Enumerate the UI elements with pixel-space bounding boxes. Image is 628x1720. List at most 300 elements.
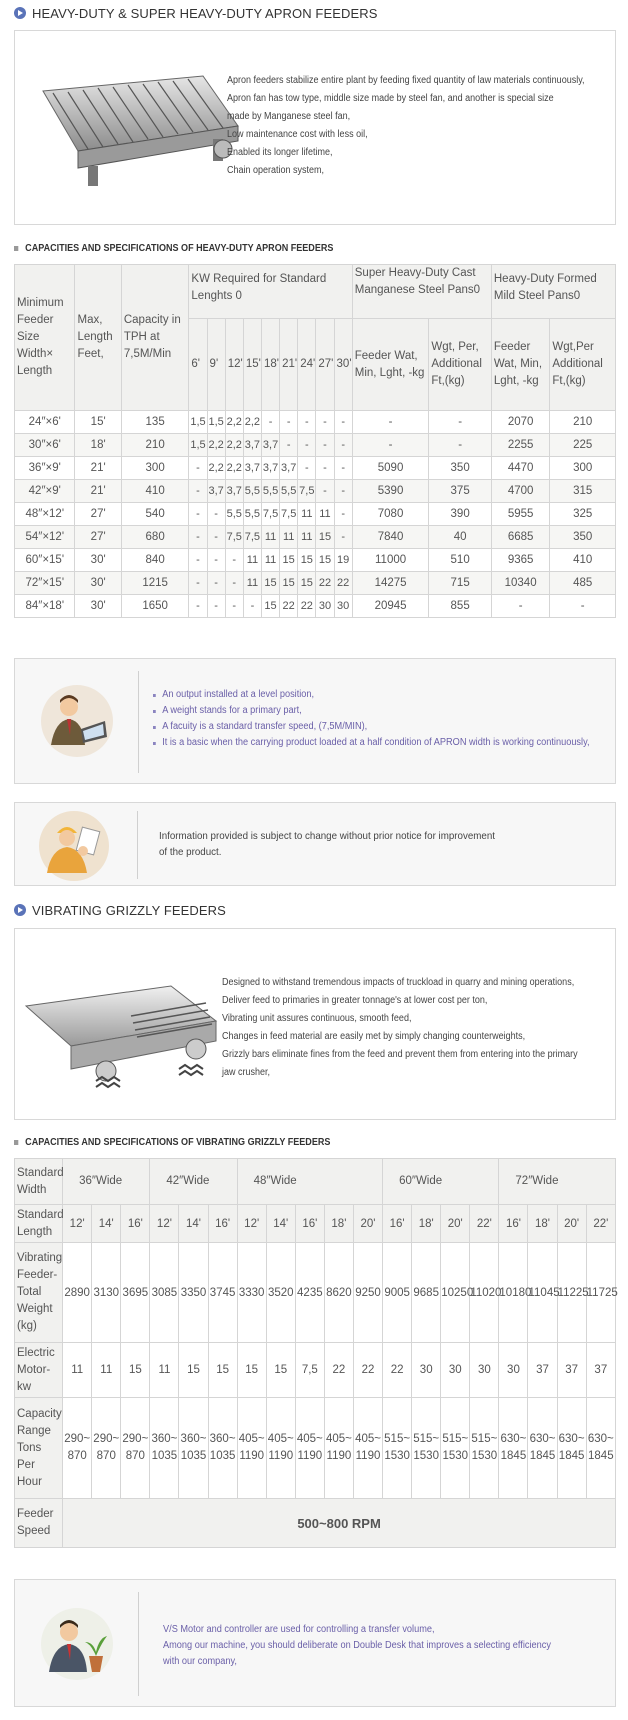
capacity-low: 290~ bbox=[122, 1433, 149, 1445]
cell-heavy-weight: 5955 bbox=[491, 503, 549, 526]
weight-cell: 10180 bbox=[499, 1243, 528, 1343]
header-length: 6' bbox=[189, 319, 207, 411]
cell-kw: - bbox=[207, 503, 225, 526]
header-max-length: Max, Length Feet, bbox=[75, 265, 121, 411]
cell-kw: - bbox=[189, 503, 207, 526]
motor-cell: 11 bbox=[150, 1343, 179, 1398]
cell-kw: - bbox=[298, 434, 316, 457]
cell-kw: 5,5 bbox=[261, 480, 279, 503]
cell-kw: 2,2 bbox=[207, 457, 225, 480]
cell-size: 84″×18' bbox=[15, 595, 75, 618]
grizzly-spec-table bbox=[14, 1158, 616, 1548]
capacity-high: 1190 bbox=[268, 1450, 294, 1462]
cell-kw: 2,2 bbox=[207, 434, 225, 457]
capacity-high: 1035 bbox=[209, 1450, 236, 1462]
capacity-high: 870 bbox=[96, 1450, 116, 1462]
cell-super-add: 510 bbox=[429, 549, 492, 572]
cell-kw: 15 bbox=[280, 549, 298, 572]
cell-heavy-weight: - bbox=[491, 595, 549, 618]
grizzly-notes-text: V/S Motor and controller are used for controlling a transfer volume, Among our machine, you should deliberate on Double Desk that improves a selecting efficiency with our company, bbox=[163, 1624, 551, 1667]
capacity-cell bbox=[63, 1398, 92, 1499]
cell-super-weight: 20945 bbox=[352, 595, 429, 618]
cell-kw: - bbox=[225, 549, 243, 572]
capacity-cell bbox=[121, 1398, 150, 1499]
length-header: 12' bbox=[63, 1205, 92, 1243]
cell-size: 72″×15' bbox=[15, 572, 75, 595]
capacity-high: 1530 bbox=[471, 1450, 498, 1462]
cell-kw: 2,2 bbox=[225, 457, 243, 480]
weight-cell: 3350 bbox=[179, 1243, 208, 1343]
cell-kw: - bbox=[334, 503, 352, 526]
motor-cell: 11 bbox=[63, 1343, 92, 1398]
motor-cell: 15 bbox=[121, 1343, 150, 1398]
grizzly-feeder-image bbox=[21, 981, 221, 1101]
table-row bbox=[15, 526, 616, 549]
cell-kw: 5,5 bbox=[243, 503, 261, 526]
cell-kw: - bbox=[207, 526, 225, 549]
motor-cell: 37 bbox=[586, 1343, 615, 1398]
worker-with-document-avatar bbox=[39, 811, 109, 881]
cell-kw: 11 bbox=[243, 549, 261, 572]
cell-kw: 30 bbox=[334, 595, 352, 618]
table-title-apron: CAPACITIES AND SPECIFICATIONS OF HEAVY-DUTY APRON FEEDERS bbox=[14, 240, 333, 256]
length-header: 14' bbox=[92, 1205, 121, 1243]
cell-kw: 3,7 bbox=[225, 480, 243, 503]
motor-cell: 30 bbox=[412, 1343, 441, 1398]
cell-kw: - bbox=[189, 549, 207, 572]
length-header: 14' bbox=[266, 1205, 295, 1243]
capacity-low: 515~ bbox=[442, 1433, 469, 1445]
cell-kw: 11 bbox=[298, 503, 316, 526]
capacity-high: 1035 bbox=[151, 1450, 178, 1462]
cell-super-weight: 5090 bbox=[352, 457, 429, 480]
cell-kw: - bbox=[189, 595, 207, 618]
cell-super-weight: 7840 bbox=[352, 526, 429, 549]
cell-capacity: 135 bbox=[121, 411, 189, 434]
divider bbox=[138, 671, 139, 773]
cell-capacity: 840 bbox=[121, 549, 189, 572]
header-length: 12' bbox=[225, 319, 243, 411]
header-heavy-add: Wgt,Per Additional Ft,(kg) bbox=[550, 319, 616, 411]
capacity-low: 360~ bbox=[151, 1433, 178, 1445]
weight-cell: 9250 bbox=[353, 1243, 382, 1343]
cell-kw: 30 bbox=[316, 595, 334, 618]
table-row bbox=[15, 595, 616, 618]
weight-cell: 11225 bbox=[557, 1243, 586, 1343]
length-header: 20' bbox=[557, 1205, 586, 1243]
capacity-high: 870 bbox=[125, 1450, 145, 1462]
cell-kw: 3,7 bbox=[243, 434, 261, 457]
cell-size: 30″×6' bbox=[15, 434, 75, 457]
cell-kw: - bbox=[261, 411, 279, 434]
cell-kw: 22 bbox=[298, 595, 316, 618]
capacity-cell bbox=[237, 1398, 266, 1499]
cell-kw: 1,5 bbox=[189, 411, 207, 434]
motor-cell: 30 bbox=[499, 1343, 528, 1398]
capacity-cell bbox=[586, 1398, 615, 1499]
list-item: A weight stands for a primary part, bbox=[153, 703, 590, 719]
cell-kw: - bbox=[207, 549, 225, 572]
length-header: 12' bbox=[237, 1205, 266, 1243]
feeder-speed-value: 500~800 RPM bbox=[63, 1499, 616, 1548]
width-group-header: 42″Wide bbox=[150, 1159, 237, 1205]
cell-kw: - bbox=[225, 572, 243, 595]
header-kw: KW Required for Standard Lenghts 0 bbox=[189, 265, 352, 319]
square-bullet-icon bbox=[14, 1140, 18, 1145]
capacity-low: 630~ bbox=[587, 1433, 614, 1445]
grizzly-notes-box bbox=[14, 1579, 616, 1707]
length-header: 14' bbox=[179, 1205, 208, 1243]
cell-kw: - bbox=[316, 457, 334, 480]
motor-cell: 7,5 bbox=[295, 1343, 324, 1398]
cell-kw: 7,5 bbox=[243, 526, 261, 549]
cell-size: 48″×12' bbox=[15, 503, 75, 526]
cell-max-length: 27' bbox=[75, 503, 121, 526]
weight-cell: 3520 bbox=[266, 1243, 295, 1343]
cell-heavy-add: 350 bbox=[550, 526, 616, 549]
cell-kw: 11 bbox=[316, 503, 334, 526]
cell-kw: - bbox=[316, 480, 334, 503]
cell-max-length: 21' bbox=[75, 457, 121, 480]
capacity-high: 1530 bbox=[442, 1450, 469, 1462]
capacity-high: 1845 bbox=[500, 1450, 527, 1462]
weight-cell: 3130 bbox=[92, 1243, 121, 1343]
cell-kw: 7,5 bbox=[298, 480, 316, 503]
cell-kw: 3,7 bbox=[261, 434, 279, 457]
row-label-width: Standard Width bbox=[15, 1159, 63, 1205]
cell-heavy-weight: 4470 bbox=[491, 457, 549, 480]
table-row bbox=[15, 572, 616, 595]
cell-kw: 7,5 bbox=[261, 503, 279, 526]
length-header: 18' bbox=[324, 1205, 353, 1243]
capacity-low: 360~ bbox=[180, 1433, 207, 1445]
cell-kw: - bbox=[334, 434, 352, 457]
motor-cell: 37 bbox=[528, 1343, 557, 1398]
apron-notes-box bbox=[14, 658, 616, 784]
cell-kw: - bbox=[225, 595, 243, 618]
cell-capacity: 1215 bbox=[121, 572, 189, 595]
apron-note-list bbox=[153, 687, 590, 751]
play-circle-icon bbox=[14, 7, 26, 19]
weight-cell: 11045 bbox=[528, 1243, 557, 1343]
apron-feature-box bbox=[14, 30, 616, 225]
cell-kw: - bbox=[207, 572, 225, 595]
row-label-length: Standard Length bbox=[15, 1205, 63, 1243]
notice-text: Information provided is subject to change without prior notice for improvement of the product. bbox=[159, 830, 495, 858]
capacity-cell bbox=[383, 1398, 412, 1499]
cell-size: 60″×15' bbox=[15, 549, 75, 572]
cell-kw: - bbox=[316, 411, 334, 434]
capacity-cell bbox=[557, 1398, 586, 1499]
table-row bbox=[15, 411, 616, 434]
cell-heavy-add: 485 bbox=[550, 572, 616, 595]
length-header: 22' bbox=[470, 1205, 499, 1243]
cell-heavy-add: 225 bbox=[550, 434, 616, 457]
motor-cell: 15 bbox=[208, 1343, 237, 1398]
capacity-cell bbox=[295, 1398, 324, 1499]
cell-heavy-weight: 6685 bbox=[491, 526, 549, 549]
cell-kw: 15 bbox=[316, 549, 334, 572]
cell-heavy-weight: 9365 bbox=[491, 549, 549, 572]
weight-cell: 3745 bbox=[208, 1243, 237, 1343]
cell-kw: - bbox=[280, 411, 298, 434]
cell-kw: - bbox=[189, 457, 207, 480]
cell-kw: 15 bbox=[298, 549, 316, 572]
cell-kw: 7,5 bbox=[280, 503, 298, 526]
cell-kw: 3,7 bbox=[207, 480, 225, 503]
weight-cell: 9685 bbox=[412, 1243, 441, 1343]
cell-kw: - bbox=[189, 526, 207, 549]
length-header: 16' bbox=[383, 1205, 412, 1243]
cell-kw: 11 bbox=[298, 526, 316, 549]
length-header: 20' bbox=[353, 1205, 382, 1243]
cell-super-add: 855 bbox=[429, 595, 492, 618]
cell-kw: 22 bbox=[280, 595, 298, 618]
cell-capacity: 210 bbox=[121, 434, 189, 457]
length-header: 22' bbox=[586, 1205, 615, 1243]
cell-kw: - bbox=[298, 457, 316, 480]
cell-kw: - bbox=[316, 434, 334, 457]
cell-capacity: 540 bbox=[121, 503, 189, 526]
capacity-high: 1530 bbox=[384, 1450, 410, 1462]
cell-heavy-add: 315 bbox=[550, 480, 616, 503]
cell-heavy-add: - bbox=[550, 595, 616, 618]
capacity-cell bbox=[470, 1398, 499, 1499]
cell-kw: 5,5 bbox=[225, 503, 243, 526]
capacity-high: 1190 bbox=[239, 1450, 265, 1462]
list-item: An output installed at a level position, bbox=[153, 687, 590, 703]
capacity-cell bbox=[208, 1398, 237, 1499]
motor-cell: 22 bbox=[353, 1343, 382, 1398]
cell-super-add: 40 bbox=[429, 526, 492, 549]
width-group-header: 60″Wide bbox=[383, 1159, 499, 1205]
cell-kw: - bbox=[207, 595, 225, 618]
capacity-low: 515~ bbox=[471, 1433, 498, 1445]
motor-cell: 22 bbox=[324, 1343, 353, 1398]
capacity-high: 1190 bbox=[297, 1450, 323, 1462]
cell-super-add: 375 bbox=[429, 480, 492, 503]
header-capacity: Capacity in TPH at 7,5M/Min bbox=[121, 265, 189, 411]
cell-capacity: 680 bbox=[121, 526, 189, 549]
grizzly-description: Designed to withstand tremendous impacts of truckload in quarry and mining operations, Deliver feed to primaries in greater tonnage's at lower cost per ton, Vibrating unit assures continuous, smooth feed, Changes in feed material are easily met by simply changing counterweights, Grizzly bars eliminate fines from the feed and prevent them from entering into the primary jaw crusher, bbox=[222, 977, 578, 1078]
play-circle-icon bbox=[14, 904, 26, 916]
capacity-high: 1190 bbox=[355, 1450, 381, 1462]
cell-super-add: - bbox=[429, 434, 492, 457]
header-super-weight: Feeder Wat, Min, Lght, -kg bbox=[352, 319, 429, 411]
length-header: 16' bbox=[121, 1205, 150, 1243]
cell-super-weight: - bbox=[352, 434, 429, 457]
weight-cell: 8620 bbox=[324, 1243, 353, 1343]
weight-cell: 11725 bbox=[586, 1243, 615, 1343]
apron-spec-table bbox=[14, 264, 616, 618]
notice-box bbox=[14, 802, 616, 886]
cell-kw: 7,5 bbox=[225, 526, 243, 549]
weight-cell: 3085 bbox=[150, 1243, 179, 1343]
header-min-size: Minimum Feeder Size Width× Length bbox=[15, 265, 75, 411]
cell-capacity: 410 bbox=[121, 480, 189, 503]
cell-super-add: - bbox=[429, 411, 492, 434]
capacity-high: 1190 bbox=[326, 1450, 352, 1462]
motor-cell: 15 bbox=[179, 1343, 208, 1398]
square-bullet-icon bbox=[14, 246, 18, 251]
length-header: 16' bbox=[295, 1205, 324, 1243]
cell-heavy-add: 410 bbox=[550, 549, 616, 572]
capacity-low: 290~ bbox=[64, 1433, 91, 1445]
apron-feeder-image bbox=[33, 71, 243, 191]
header-length: 15' bbox=[243, 319, 261, 411]
cell-heavy-weight: 2070 bbox=[491, 411, 549, 434]
cell-kw: 3,7 bbox=[280, 457, 298, 480]
cell-capacity: 1650 bbox=[121, 595, 189, 618]
cell-kw: - bbox=[189, 480, 207, 503]
capacity-low: 405~ bbox=[267, 1433, 294, 1445]
cell-size: 24″×6' bbox=[15, 411, 75, 434]
cell-kw: 15 bbox=[280, 572, 298, 595]
motor-cell: 15 bbox=[266, 1343, 295, 1398]
motor-cell: 22 bbox=[383, 1343, 412, 1398]
cell-super-add: 715 bbox=[429, 572, 492, 595]
cell-kw: 15 bbox=[298, 572, 316, 595]
length-header: 16' bbox=[208, 1205, 237, 1243]
cell-kw: 15 bbox=[261, 595, 279, 618]
capacity-cell bbox=[324, 1398, 353, 1499]
header-super-add: Wgt, Per, Additional Ft,(kg) bbox=[429, 319, 492, 411]
capacity-low: 515~ bbox=[384, 1433, 411, 1445]
capacity-low: 630~ bbox=[529, 1433, 556, 1445]
cell-kw: 5,5 bbox=[280, 480, 298, 503]
cell-kw: - bbox=[298, 411, 316, 434]
capacity-cell bbox=[412, 1398, 441, 1499]
motor-cell: 15 bbox=[237, 1343, 266, 1398]
capacity-cell bbox=[150, 1398, 179, 1499]
cell-super-add: 390 bbox=[429, 503, 492, 526]
header-length: 27' bbox=[316, 319, 334, 411]
cell-kw: 15 bbox=[316, 526, 334, 549]
cell-kw: 11 bbox=[261, 549, 279, 572]
capacity-low: 405~ bbox=[325, 1433, 352, 1445]
list-item: A facuity is a standard transfer speed, (7,5M/MIN), bbox=[153, 719, 590, 735]
apron-description: Apron feeders stabilize entire plant by feeding fixed quantity of law materials continuously, Apron fan has tow type, middle size made by steel fan, and another is special size made by Manganese steel fan, Low maintenance cost with less oil, Enabled its longer lifetime, Chain operation system, bbox=[227, 75, 585, 176]
cell-super-weight: 7080 bbox=[352, 503, 429, 526]
grizzly-feature-box bbox=[14, 928, 616, 1120]
weight-cell: 3330 bbox=[237, 1243, 266, 1343]
row-label-motor: Electric Motor- kw bbox=[15, 1343, 63, 1398]
cell-capacity: 300 bbox=[121, 457, 189, 480]
table-row bbox=[15, 457, 616, 480]
motor-cell: 11 bbox=[92, 1343, 121, 1398]
cell-max-length: 30' bbox=[75, 595, 121, 618]
capacity-low: 630~ bbox=[558, 1433, 585, 1445]
cell-kw: 3,7 bbox=[243, 457, 261, 480]
cell-kw: 2,2 bbox=[225, 434, 243, 457]
header-length: 18' bbox=[261, 319, 279, 411]
weight-cell: 10250 bbox=[441, 1243, 470, 1343]
capacity-cell bbox=[266, 1398, 295, 1499]
capacity-cell bbox=[499, 1398, 528, 1499]
cell-heavy-add: 300 bbox=[550, 457, 616, 480]
capacity-high: 1845 bbox=[529, 1450, 556, 1462]
capacity-high: 1035 bbox=[180, 1450, 207, 1462]
length-header: 18' bbox=[412, 1205, 441, 1243]
motor-cell: 30 bbox=[470, 1343, 499, 1398]
cell-kw: 19 bbox=[334, 549, 352, 572]
capacity-high: 1845 bbox=[558, 1450, 585, 1462]
cell-heavy-weight: 4700 bbox=[491, 480, 549, 503]
cell-kw: 2,2 bbox=[243, 411, 261, 434]
capacity-cell bbox=[528, 1398, 557, 1499]
man-with-laptop-avatar bbox=[41, 685, 113, 757]
cell-kw: 11 bbox=[261, 526, 279, 549]
list-item: It is a basic when the carrying product loaded at a half condition of APRON width is working continuously, bbox=[153, 735, 590, 751]
cell-kw: 2,2 bbox=[225, 411, 243, 434]
cell-super-weight: 14275 bbox=[352, 572, 429, 595]
length-header: 20' bbox=[441, 1205, 470, 1243]
cell-heavy-add: 325 bbox=[550, 503, 616, 526]
capacity-low: 290~ bbox=[93, 1433, 120, 1445]
motor-cell: 30 bbox=[441, 1343, 470, 1398]
length-header: 16' bbox=[499, 1205, 528, 1243]
width-group-header: 36″Wide bbox=[63, 1159, 150, 1205]
section-title-apron: HEAVY-DUTY & SUPER HEAVY-DUTY APRON FEEDERS bbox=[14, 3, 378, 23]
divider bbox=[137, 811, 138, 879]
cell-max-length: 15' bbox=[75, 411, 121, 434]
cell-kw: 22 bbox=[334, 572, 352, 595]
cell-kw: - bbox=[280, 434, 298, 457]
capacity-low: 630~ bbox=[500, 1433, 527, 1445]
capacity-cell bbox=[441, 1398, 470, 1499]
cell-super-weight: 11000 bbox=[352, 549, 429, 572]
motor-cell: 37 bbox=[557, 1343, 586, 1398]
cell-max-length: 30' bbox=[75, 572, 121, 595]
cell-kw: 1,5 bbox=[189, 434, 207, 457]
cell-super-add: 350 bbox=[429, 457, 492, 480]
cell-heavy-weight: 10340 bbox=[491, 572, 549, 595]
table-row bbox=[15, 480, 616, 503]
cell-max-length: 18' bbox=[75, 434, 121, 457]
weight-cell: 2890 bbox=[63, 1243, 92, 1343]
row-label-speed: Feeder Speed bbox=[15, 1499, 63, 1548]
divider bbox=[138, 1592, 139, 1696]
weight-cell: 4235 bbox=[295, 1243, 324, 1343]
capacity-cell bbox=[92, 1398, 121, 1499]
table-row bbox=[15, 503, 616, 526]
capacity-cell bbox=[353, 1398, 382, 1499]
cell-kw: - bbox=[189, 572, 207, 595]
header-length: 9' bbox=[207, 319, 225, 411]
cell-max-length: 21' bbox=[75, 480, 121, 503]
width-group-header: 48″Wide bbox=[237, 1159, 382, 1205]
cell-size: 36″×9' bbox=[15, 457, 75, 480]
table-title-grizzly: CAPACITIES AND SPECIFICATIONS OF VIBRATING GRIZZLY FEEDERS bbox=[14, 1134, 330, 1150]
man-with-plant-avatar bbox=[41, 1608, 113, 1680]
cell-kw: - bbox=[334, 526, 352, 549]
capacity-low: 360~ bbox=[209, 1433, 236, 1445]
header-length: 24' bbox=[298, 319, 316, 411]
cell-size: 54″×12' bbox=[15, 526, 75, 549]
capacity-low: 515~ bbox=[413, 1433, 440, 1445]
width-group-header: 72″Wide bbox=[499, 1159, 616, 1205]
capacity-high: 1530 bbox=[413, 1450, 439, 1462]
cell-heavy-add: 210 bbox=[550, 411, 616, 434]
cell-super-weight: 5390 bbox=[352, 480, 429, 503]
capacity-high: 870 bbox=[67, 1450, 87, 1462]
row-label-weight: Vibrating Feeder- Total Weight (kg) bbox=[15, 1243, 63, 1343]
cell-kw: 1,5 bbox=[207, 411, 225, 434]
weight-cell: 11020 bbox=[470, 1243, 499, 1343]
header-heavy-duty: Heavy-Duty Formed Mild Steel Pans0 bbox=[491, 265, 615, 319]
table-row bbox=[15, 549, 616, 572]
capacity-low: 405~ bbox=[296, 1433, 323, 1445]
